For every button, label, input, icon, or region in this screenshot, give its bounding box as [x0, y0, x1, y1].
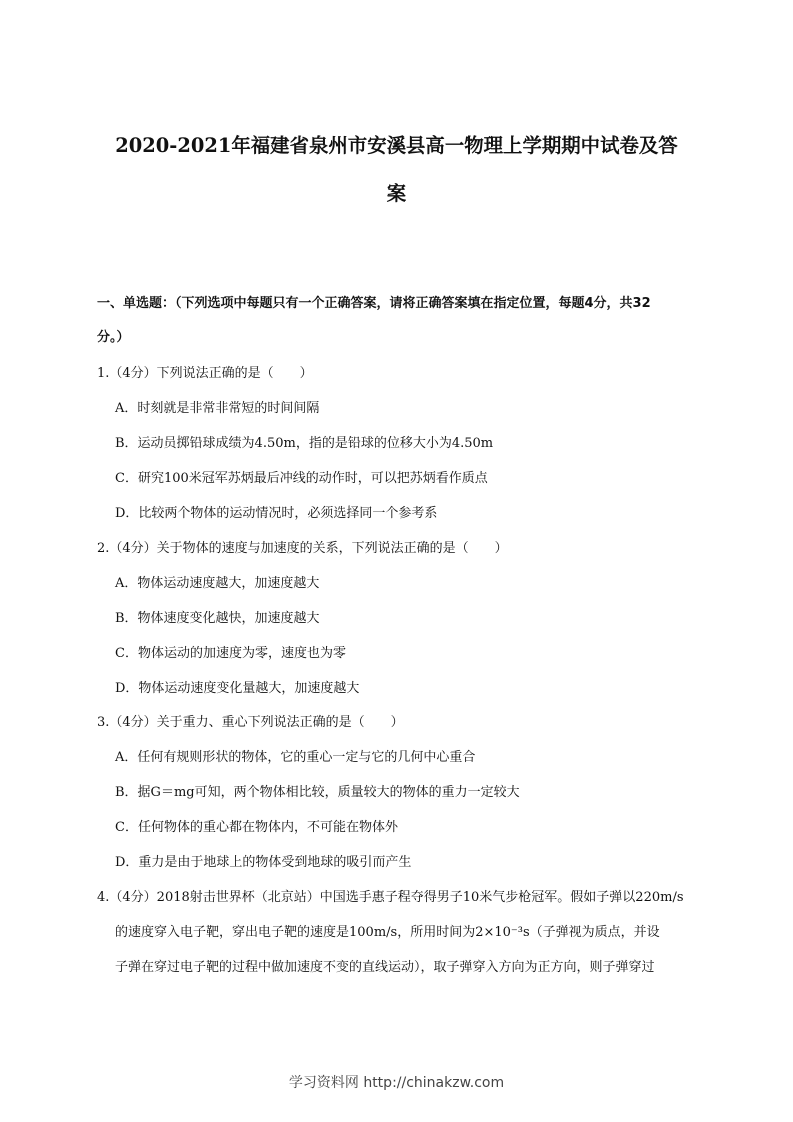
- document-title-line-2: 案: [386, 182, 407, 205]
- question-1-option-a: A．时刻就是非常非常短的时间间隔: [115, 401, 320, 416]
- question-3-stem: 3.（4分）关于重力、重心下列说法正确的是（ ）: [97, 715, 404, 730]
- question-2-option-a: A．物体运动速度越大，加速度越大: [115, 576, 320, 591]
- document-title-line-1: 2020-2021年福建省泉州市安溪县高一物理上学期期中试卷及答: [115, 134, 678, 157]
- question-2-option-c: C．物体运动的加速度为零，速度也为零: [115, 646, 346, 661]
- question-1-option-d: D．比较两个物体的运动情况时，必须选择同一个参考系: [115, 506, 438, 521]
- question-2-stem: 2.（4分）关于物体的速度与加速度的关系，下列说法正确的是（ ）: [97, 541, 508, 556]
- question-4-stem: 4.（4分）2018射击世界杯（北京站）中国选手惠子程夺得男子10米气步枪冠军。假如子弹以220m/s: [97, 890, 684, 905]
- question-3-option-d: D．重力是由于地球上的物体受到地球的吸引而产生: [115, 855, 412, 870]
- question-3-option-c: C．任何物体的重心都在物体内，不可能在物体外: [115, 820, 398, 835]
- question-2-option-b: B．物体速度变化越快，加速度越大: [115, 611, 320, 626]
- question-3-option-b: B．据G＝mg可知，两个物体相比较，质量较大的物体的重力一定较大: [115, 785, 520, 800]
- question-1-option-b: B．运动员掷铅球成绩为4.50m，指的是铅球的位移大小为4.50m: [115, 436, 494, 451]
- footer-watermark: 学习资料网 http://chinakzw.com: [288, 1075, 505, 1091]
- section-heading-line-2: 分。）: [97, 330, 130, 345]
- question-3-option-a: A．任何有规则形状的物体，它的重心一定与它的几何中心重合: [115, 750, 476, 765]
- question-4-text-line-2: 的速度穿入电子靶，穿出电子靶的速度是100m/s，所用时间为2×10⁻³s（子弹视为质点，并设: [115, 925, 660, 940]
- question-4-text-line-3: 子弹在穿过电子靶的过程中做加速度不变的直线运动），取子弹穿入方向为正方向，则子弹穿过: [115, 960, 655, 975]
- question-2-option-d: D．物体运动速度变化量越大，加速度越大: [115, 681, 360, 696]
- question-1-option-c: C．研究100米冠军苏炳最后冲线的动作时，可以把苏炳看作质点: [115, 471, 488, 486]
- question-1-stem: 1.（4分）下列说法正确的是（ ）: [97, 366, 313, 381]
- section-heading-line-1: 一、单选题：（下列选项中每题只有一个正确答案，请将正确答案填在指定位置，每题4分，共32: [97, 296, 651, 311]
